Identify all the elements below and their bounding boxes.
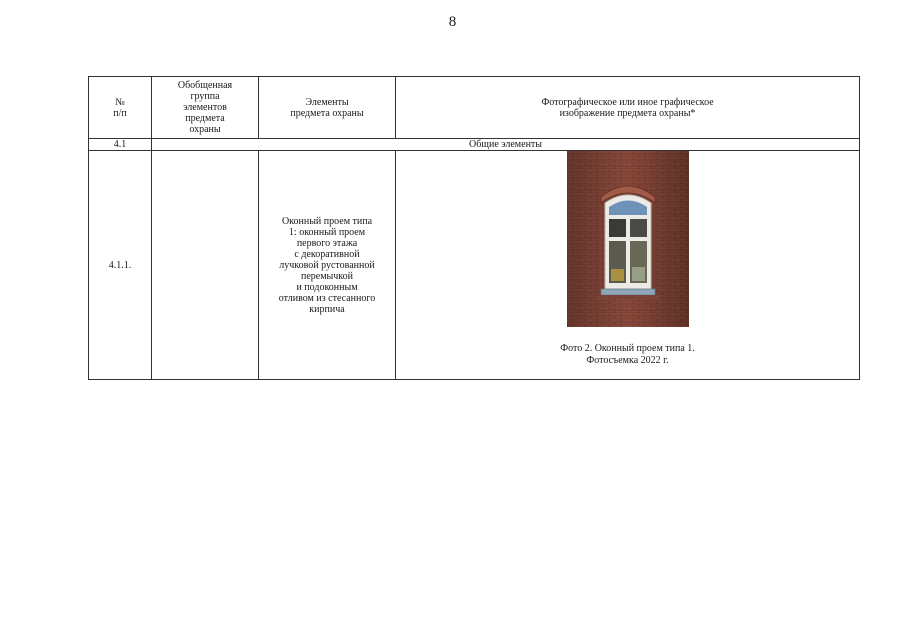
window-photo xyxy=(567,151,689,327)
row-photo-cell xyxy=(396,151,860,380)
table-header-row xyxy=(89,77,860,139)
header-image: Фотографическое или иное графическое изображение предмета охраны* xyxy=(396,77,860,139)
heritage-table xyxy=(88,76,860,380)
row-number: 4.1.1. xyxy=(89,151,152,380)
section-row xyxy=(89,139,860,151)
header-number: № п/п xyxy=(89,77,152,139)
header-elements: Элементы предмета охраны xyxy=(259,77,396,139)
photo-caption: Фото 2. Оконный проем типа 1. Фотосъемка 2022 г. xyxy=(560,343,695,366)
row-group xyxy=(152,151,259,380)
header-group: Обобщенная группа элементов предмета охраны xyxy=(152,77,259,139)
section-title: Общие элементы xyxy=(152,139,860,151)
table-row xyxy=(89,151,860,380)
row-element: Оконный проем типа 1: оконный проем первого этажа с декоративной лучковой рустованной перемычкой и подоконным отливом из стесанного кирпича xyxy=(259,151,396,380)
section-number: 4.1 xyxy=(89,139,152,151)
page-number: 8 xyxy=(448,14,457,30)
